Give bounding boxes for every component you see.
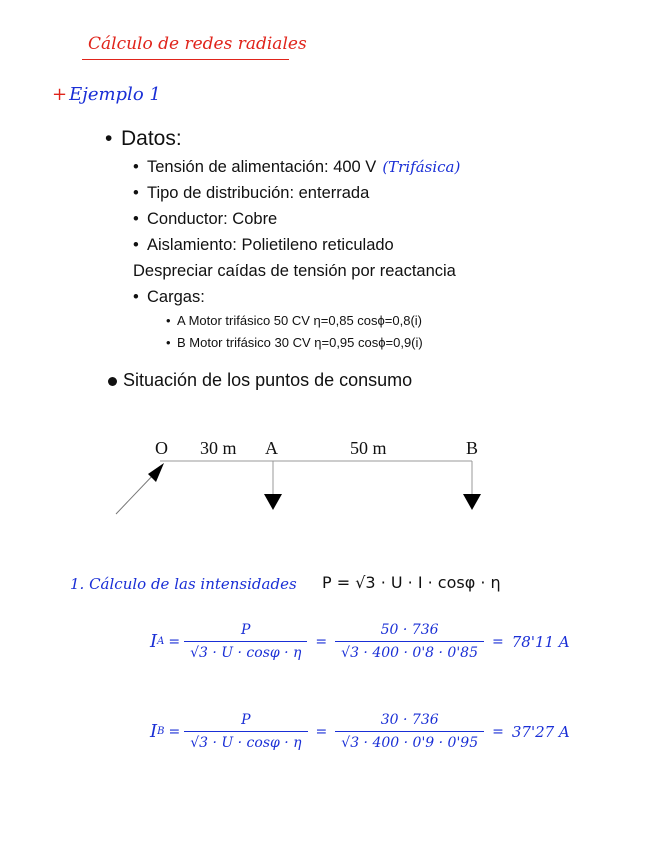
point-b-label: B — [466, 438, 479, 458]
ib-numerator-values: 30 · 736 — [380, 712, 439, 728]
ia-numerator-values: 50 · 736 — [380, 622, 439, 638]
supply-arrow — [148, 463, 164, 482]
datos-heading: • Datos: — [121, 127, 182, 151]
ia-fraction-general — [184, 622, 307, 661]
network-diagram — [100, 430, 520, 530]
ib-subscript: B — [157, 726, 165, 737]
supply-line — [116, 472, 156, 514]
carga-a: • A Motor trifásico 50 CV η=0,85 cosϕ=0,8(i) — [177, 313, 422, 328]
ib-lhs: I — [150, 721, 158, 742]
title-underline — [82, 59, 289, 60]
trifasica-note: (Trifásica) — [382, 158, 461, 176]
example-label: Ejemplo 1 — [69, 84, 161, 105]
ib-denominator-values: √3 · 400 · 0'9 · 0'95 — [335, 731, 484, 751]
load-a-arrow — [264, 494, 282, 510]
ia-numerator: P — [241, 622, 251, 638]
formula-ia: I A = $\frac{P}{√3 \cdot U \cdot \cos\varphi \cdot \eta}$ = $\frac{50 \cdot 736}{√3 \cdot 400 \cdot 0'8 \cdot 0'85}$ = 78'11 A — [150, 622, 570, 661]
bullet-dot — [108, 377, 117, 386]
point-a-label: A — [265, 438, 278, 458]
distance-ab-label: 50 m — [350, 438, 387, 458]
ia-denominator-values: √3 · 400 · 0'8 · 0'85 — [335, 641, 484, 661]
power-formula: P = √3 · U · I · cosφ · η — [322, 573, 501, 592]
datos-item-tension-text: Tensión de alimentación: 400 V — [147, 158, 377, 176]
page-title: Cálculo de redes radiales — [88, 34, 307, 54]
plus-mark: + — [52, 84, 68, 105]
formula-ib: I B = $\frac{P}{√3 \cdot U \cdot \cos\varphi \cdot \eta}$ = $\frac{30 \cdot 736}{√3 \cdot 400 \cdot 0'9 \cdot 0'95}$ = 37'27 A — [150, 712, 570, 751]
datos-item-tension — [147, 158, 460, 177]
point-o-label: O — [155, 438, 168, 458]
ia-subscript: A — [157, 636, 165, 647]
ia-denominator: √3 · U · cosφ · η — [184, 641, 307, 661]
datos-item-aislamiento: • Aislamiento: Polietileno reticulado — [147, 236, 394, 255]
ia-fraction-values — [335, 622, 484, 661]
ib-fraction-values — [335, 712, 484, 751]
situacion-heading: Situación de los puntos de consumo — [123, 370, 413, 390]
datos-item-conductor: • Conductor: Cobre — [147, 210, 277, 229]
datos-note: Despreciar caídas de tensión por reactancia — [133, 262, 456, 280]
calc-heading: 1. Cálculo de las intensidades — [70, 575, 297, 593]
load-b-arrow — [463, 494, 481, 510]
carga-b: • B Motor trifásico 30 CV η=0,95 cosϕ=0,9(i) — [177, 335, 423, 350]
ib-fraction-general — [184, 712, 307, 751]
example-heading — [52, 84, 161, 105]
datos-item-distribucion: • Tipo de distribución: enterrada — [147, 184, 369, 203]
distance-oa-label: 30 m — [200, 438, 237, 458]
ib-numerator: P — [241, 712, 251, 728]
ia-result: 78'11 A — [511, 632, 570, 651]
ia-lhs: I — [150, 631, 158, 652]
cargas-heading: • Cargas: — [147, 288, 205, 307]
ib-result: 37'27 A — [511, 722, 570, 741]
ib-denominator: √3 · U · cosφ · η — [184, 731, 307, 751]
